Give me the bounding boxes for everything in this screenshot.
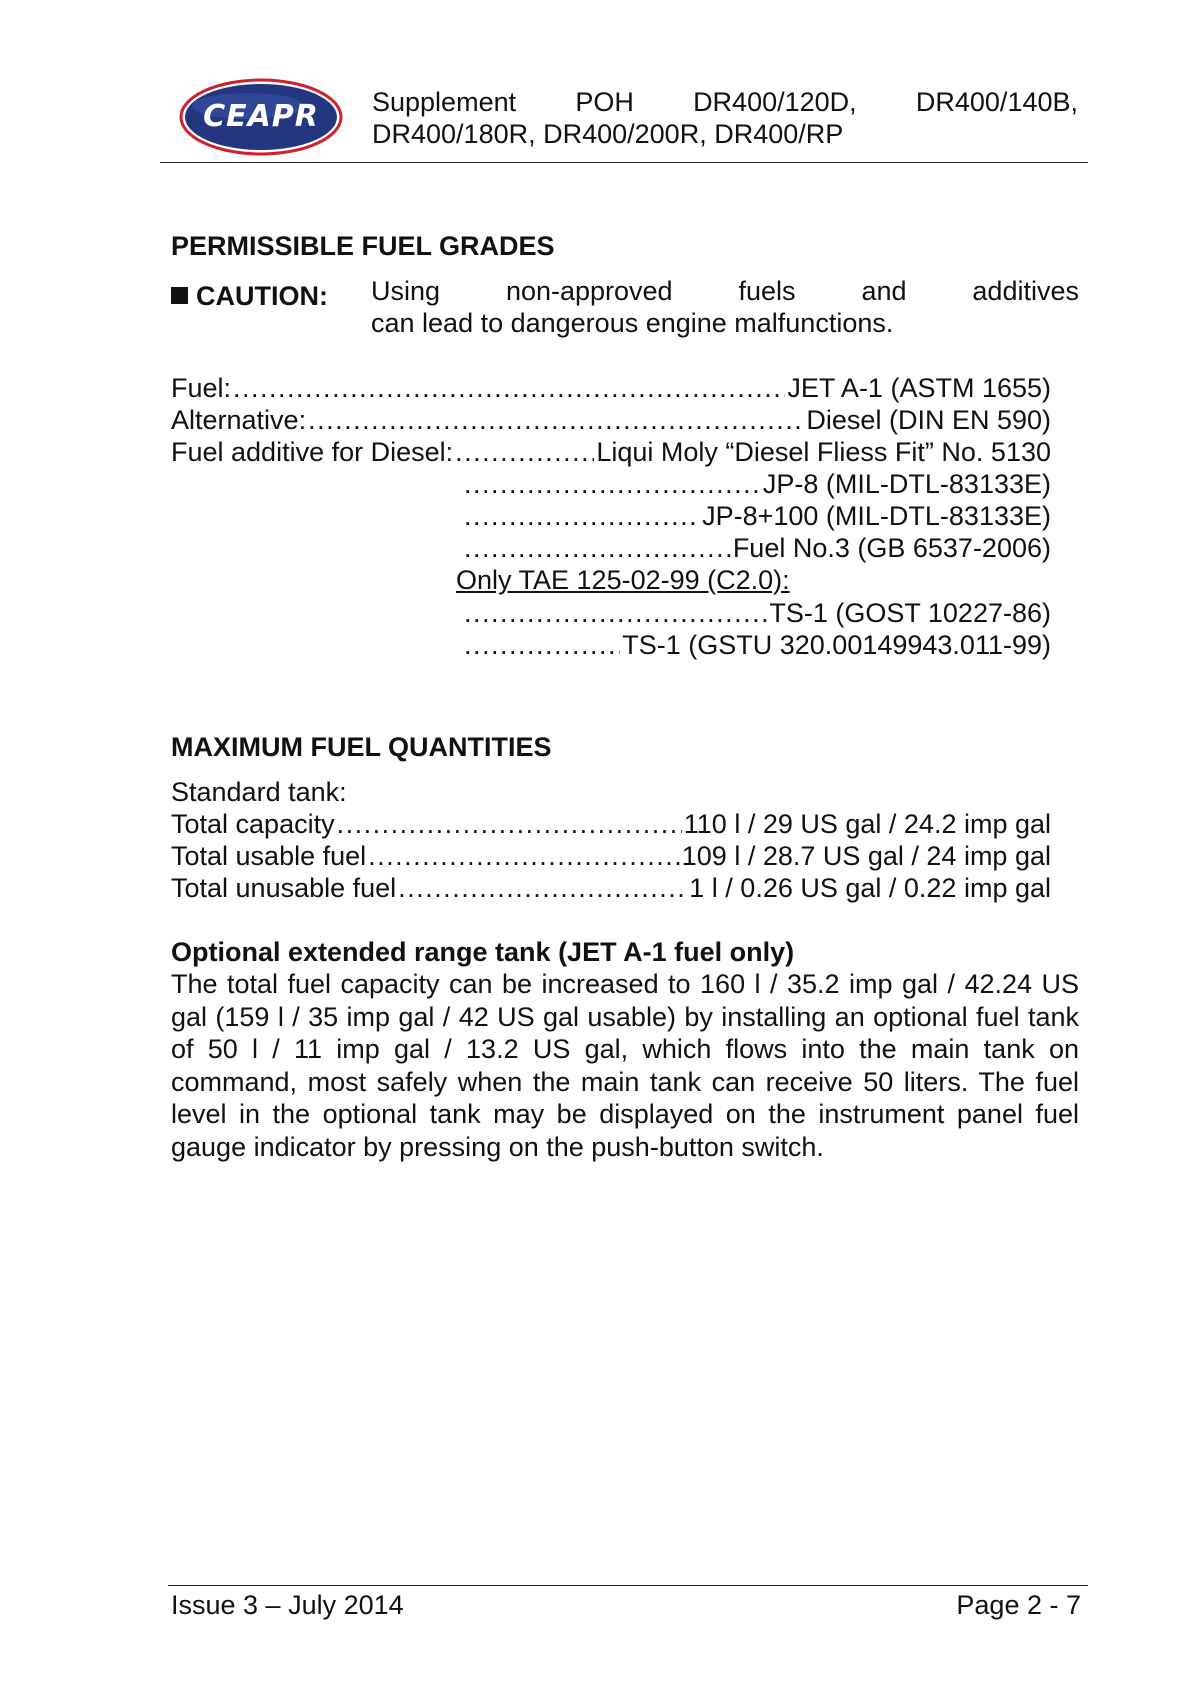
header-title-line2: DR400/180R, DR400/200R, DR400/RP [372,119,844,149]
header-title-line1 [372,86,1078,118]
footer-divider [168,1585,1088,1586]
leader-dots [368,840,680,872]
ceapr-logo [178,76,344,158]
fuel-row-value: Diesel (DIN EN 590) [806,405,1051,435]
fuel-row [462,500,1051,532]
fuel-row [462,468,1051,500]
fuel-row-value: JP-8 (MIL-DTL-83133E) [762,469,1051,499]
optional-tank-paragraph: The total fuel capacity can be increased to 160 l / 35.2 imp gal / 42.24 US gal (159 l / 35 imp gal / 42 US gal usable) by installing an optional fuel tank of 50 l / 11 imp gal / 13.2 US gal, which flows into the main tank on command, most safely when the main tank can receive 50 liters. The fuel level in the optional tank may be displayed on the instrument panel fuel gauge indicator by pressing on the push-button switch. [171,969,1079,1162]
leader-dots [464,597,767,629]
header-word: DR400/140B, [915,87,1078,117]
footer-page-number: Page 2 - 7 [956,1590,1081,1620]
caution-word: Using [371,276,441,306]
leader-dots [455,436,594,468]
fuel-row [171,404,1051,436]
quantity-row-value: 110 l / 29 US gal / 24.2 imp gal [683,809,1051,839]
fuel-row-value: Fuel No.3 (GB 6537-2006) [732,533,1051,563]
tae-row [462,629,1051,661]
tae-row-value: TS-1 (GOST 10227-86) [769,598,1051,628]
caution-line2: can lead to dangerous engine malfunctions. [371,308,894,338]
caution-label [171,280,328,312]
leader-dots [233,372,785,404]
header-word: DR400/120D, [693,87,857,117]
leader-dots [464,468,761,500]
caution-word: fuels [738,276,796,306]
caution-word: additives [972,276,1079,306]
tae-row-value: TS-1 (GSTU 320.00149943.011-99) [622,630,1051,660]
quantity-row-label: Total usable fuel [171,841,367,871]
caution-text: CAUTION: [196,281,328,311]
leader-dots [398,872,687,904]
quantity-row-label: Total capacity [171,809,335,839]
quantity-row-label: Total unusable fuel [171,873,397,903]
logo-text: CEAPR [203,99,319,134]
fuel-row-label: Alternative: [171,405,307,435]
leader-dots [308,404,804,436]
quantity-row-value: 109 l / 28.7 US gal / 24 imp gal [681,841,1051,871]
header-word: Supplement [372,87,517,117]
only-tae-label: Only TAE 125-02-99 (C2.0): [456,565,790,595]
fuel-row-value: Liqui Moly “Diesel Fliess Fit” No. 5130 [596,437,1051,467]
fuel-row [171,372,1051,404]
leader-dots [464,500,700,532]
header-word: POH [575,87,634,117]
optional-tank-heading: Optional extended range tank (JET A-1 fuel only) [171,937,795,967]
fuel-row [462,532,1051,564]
quantity-row-value: 1 l / 0.26 US gal / 0.22 imp gal [689,873,1051,903]
leader-dots [464,629,620,661]
caution-word: non-approved [505,276,673,306]
leader-dots [464,532,731,564]
header-divider [160,162,1088,163]
fuel-grades-heading: PERMISSIBLE FUEL GRADES [171,231,555,261]
square-bullet-icon [171,287,188,304]
fuel-row-label: Fuel: [171,373,232,403]
footer-issue: Issue 3 – July 2014 [171,1590,404,1620]
leader-dots [337,808,682,840]
fuel-quantities-heading: MAXIMUM FUEL QUANTITIES [171,732,552,762]
standard-tank-label: Standard tank: [171,777,347,807]
fuel-row-value: JP-8+100 (MIL-DTL-83133E) [702,501,1051,531]
fuel-row-value: JET A-1 (ASTM 1655) [787,373,1051,403]
fuel-row-label: Fuel additive for Diesel: [171,437,454,467]
caution-word: and [861,276,907,306]
quantity-row [171,872,1051,904]
caution-line1 [371,275,1079,307]
tae-row [462,597,1051,629]
fuel-row [171,436,1051,468]
quantity-row [171,840,1051,872]
quantity-row [171,808,1051,840]
